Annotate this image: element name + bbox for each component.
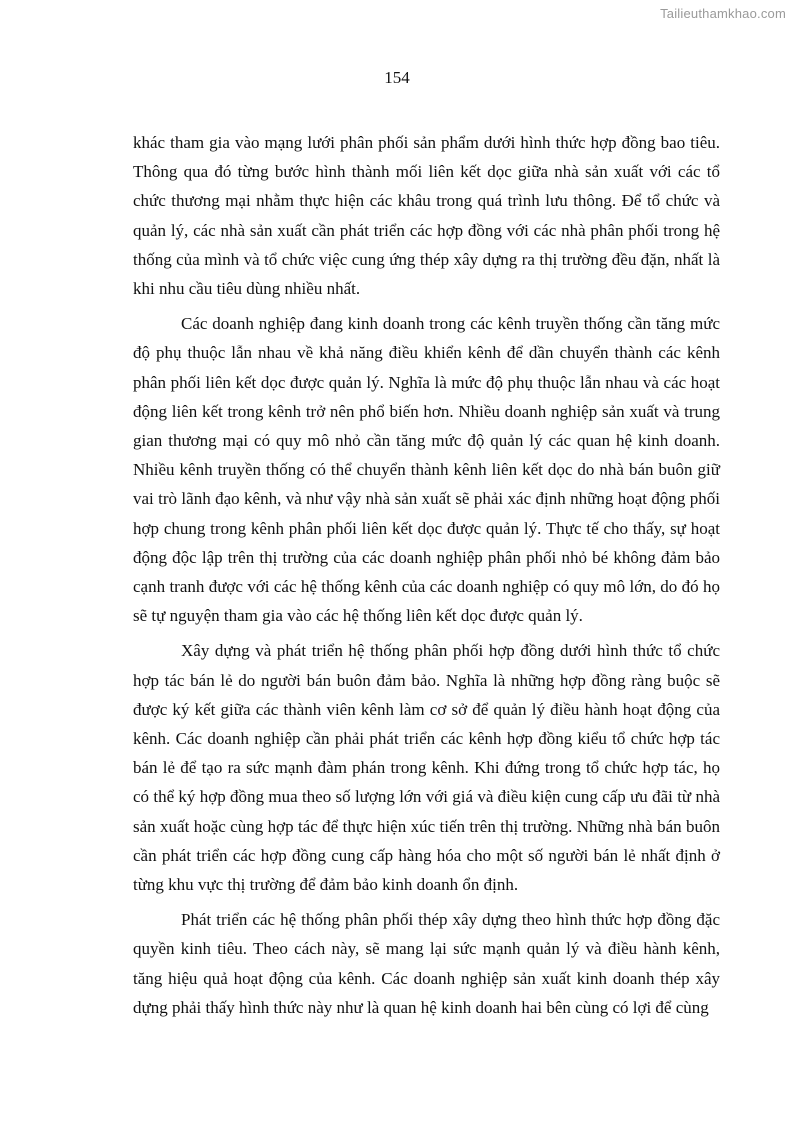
- paragraph: Các doanh nghiệp đang kinh doanh trong các kênh truyền thống cần tăng mức độ phụ thuộc lẫn nhau về khả năng điều khiển kênh để dần chuyển thành các kênh phân phối liên kết dọc được quản lý. Nghĩa là mức độ phụ thuộc lẫn nhau và các hoạt động liên kết trong kênh trở nên phổ biến hơn. Nhiều doanh nghiệp sản xuất và trung gian thương mại có quy mô nhỏ cần tăng mức độ quản lý các quan hệ kinh doanh. Nhiều kênh truyền thống có thể chuyển thành kênh liên kết dọc do nhà bán buôn giữ vai trò lãnh đạo kênh, và như vậy nhà sản xuất sẽ phải xác định những hoạt động phối hợp chung trong kênh phân phối liên kết dọc được quản lý. Thực tế cho thấy, sự hoạt động độc lập trên thị trường của các doanh nghiệp phân phối nhỏ bé không đảm bảo cạnh tranh được với các hệ thống kênh của các doanh nghiệp có quy mô lớn, do đó họ sẽ tự nguyện tham gia vào các hệ thống liên kết dọc được quản lý.: [133, 314, 720, 626]
- watermark: Tailieuthamkhao.com: [660, 6, 786, 21]
- paragraph: Xây dựng và phát triển hệ thống phân phối hợp đồng dưới hình thức tổ chức hợp tác bán lẻ do người bán buôn đảm bảo. Nghĩa là những hợp đồng ràng buộc sẽ được ký kết giữa các thành viên kênh làm cơ sở để quản lý điều hành hoạt động của kênh. Các doanh nghiệp cần phải phát triển các kênh hợp đồng kiểu tổ chức hợp tác bán lẻ để tạo ra sức mạnh đàm phán trong kênh. Khi đứng trong tổ chức hợp tác, họ có thể ký hợp đồng mua theo số lượng lớn với giá và điều kiện cung cấp ưu đãi từ nhà sản xuất hoặc cùng hợp tác để thực hiện xúc tiến trên thị trường. Những nhà bán buôn cần phát triển các hợp đồng cung cấp hàng hóa cho một số người bán lẻ nhất định ở từng khu vực thị trường để đảm bảo kinh doanh ổn định.: [133, 641, 720, 895]
- document-body: [133, 128, 720, 1028]
- paragraph: khác tham gia vào mạng lưới phân phối sản phẩm dưới hình thức hợp đồng bao tiêu. Thông qua đó từng bước hình thành mối liên kết dọc giữa nhà sản xuất với các tổ chức thương mại nhằm thực hiện các khâu trong quá trình lưu thông. Để tổ chức và quản lý, các nhà sản xuất cần phát triển các hợp đồng với các nhà phân phối trong hệ thống của mình và tổ chức việc cung ứng thép xây dựng ra thị trường đều đặn, nhất là khi nhu cầu tiêu dùng nhiều nhất.: [133, 133, 720, 299]
- paragraph: Phát triển các hệ thống phân phối thép xây dựng theo hình thức hợp đồng đặc quyền kinh tiêu. Theo cách này, sẽ mang lại sức mạnh quản lý và điều hành kênh, tăng hiệu quả hoạt động của kênh. Các doanh nghiệp sản xuất kinh doanh thép xây dựng phải thấy hình thức này như là quan hệ kinh doanh hai bên cùng có lợi để cùng: [133, 910, 720, 1017]
- page-number: 154: [384, 68, 410, 87]
